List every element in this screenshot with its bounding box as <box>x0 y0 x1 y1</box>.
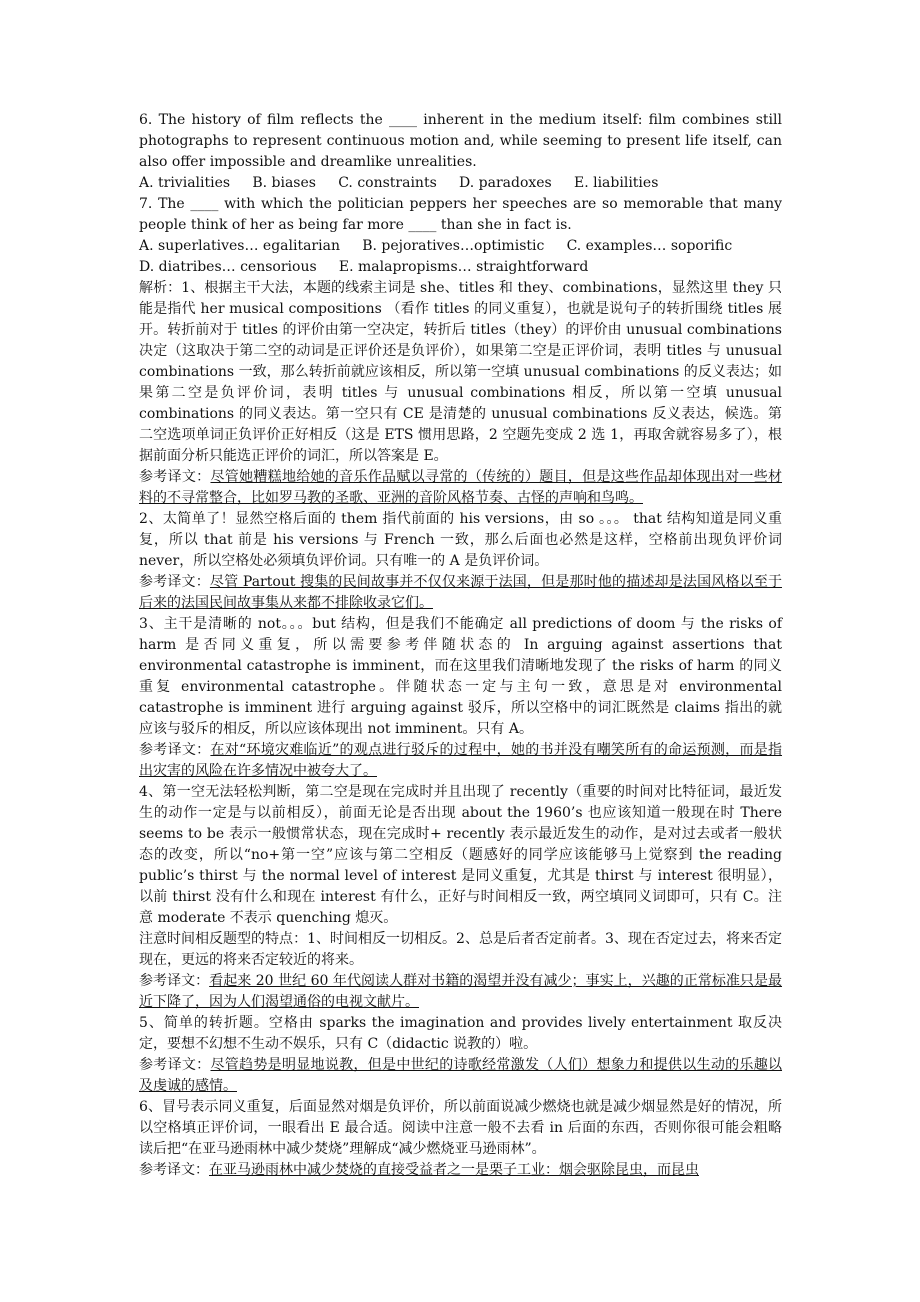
question-7-options-row-1: A. superlatives… egalitarian B. pejoratives…optimistic C. examples… soporific <box>139 238 733 254</box>
explanation-3-analysis: 3、主干是清晰的 not。。。but 结构，但是我们不能确定 all predictions of doom 与 the risks of harm 是否同义重复，所以需要参考伴随状态的 In arguing against assertions that environmental catastrophe is imminent，而在这里我们清晰地发现了 the risks of harm 的同义重复 environmental catastrophe。伴随状态一定与主句一致，意思是对 environmental catastrophe is imminent 进行 arguing against 驳斥，所以空格中的词汇既然是 claims 指出的就应该与驳斥的相反，所以应该体现出 not imminent。只有 A。 <box>139 616 782 737</box>
translation-text: 在对“环境灾难临近”的观点进行驳斥的过程中，她的书并没有嘲笑所有的命运预测，而是指出灾害的风险在许多情况中被夸大了。 <box>139 742 783 779</box>
translation-label: 参考译文： <box>139 742 211 758</box>
translation-text: 尽管 Partout 搜集的民间故事并不仅仅来源于法国，但是那时他的描述却是法国风格以至于后来的法国民间故事集从来都不排除收录它们。 <box>139 574 782 611</box>
explanation-4-note: 注意时间相反题型的特点：1、时间相反一切相反。2、总是后者否定前者。3、现在否定过去，将来否定现在，更远的将来否定较近的将来。 <box>139 931 782 968</box>
translation-text: 在亚马逊雨林中减少焚烧的直接受益者之一是栗子工业：烟会驱除昆虫，而昆虫 <box>209 1162 699 1178</box>
explanation-2-analysis: 2、太简单了！显然空格后面的 them 指代前面的 his versions，由 so 。。。 that 结构知道是同义重复，所以 that 前是 his versions 与 French 一致，那么后面也必然是这样，空格前出现负评价词 never，所以空格处必须填负评价词。只有唯一的 A 是负评价词。 <box>139 511 782 569</box>
translation-label: 参考译文： <box>139 1162 209 1178</box>
question-6-text: 6. The history of film reflects the ____ inherent in the medium itself: film combines still photographs to represent continuous motion and, while seeming to present life itself, can also offer impossible and dreamlike unrealities. <box>139 112 782 170</box>
document-page <box>139 110 782 1181</box>
translation-label: 参考译文： <box>139 469 211 485</box>
explanation-1-analysis: 解析：1、根据主干大法，本题的线索主词是 she、titles 和 they、combinations，显然这里 they 只能是指代 her musical compositions （看作 titles 的同义重复），也就是说句子的转折围绕 titles 展开。转折前对于 titles 的评价由第一空决定，转折后 titles（they）的评价由 unusual combinations 决定（这取决于第二空的动词是正评价还是负评价），如果第二空是正评价词，表明 titles 与 unusual combinations 一致，那么转折前就应该相反，所以第一空填 unusual combinations 的反义表达；如果第二空是负评价词，表明 titles 与 unusual combinations 相反，所以第一空填 unusual combinations 的同义表达。第一空只有 CE 是清楚的 unusual combinations 反义表达，候选。第二空选项单词正负评价正好相反（这是 ETS 惯用思路，2 空题先变成 2 选 1，再取舍就容易多了），根据前面分析只能选正评价的词汇，所以答案是 E。 <box>139 280 782 464</box>
explanation-4-translation <box>139 971 782 1013</box>
translation-label: 参考译文： <box>139 973 210 989</box>
translation-label: 参考译文： <box>139 574 210 590</box>
translation-text: 尽管趋势是明显地说教，但是中世纪的诗歌经常激发（人们）想象力和提供以生动的乐趣以及虔诚的感情。 <box>139 1057 783 1094</box>
explanation-5-translation <box>139 1055 782 1097</box>
question-7-options-row-2: D. diatribes… censorious E. malapropisms… straightforward <box>139 259 589 275</box>
translation-text: 看起来 20 世纪 60 年代阅读人群对书籍的渴望并没有减少；事实上，兴趣的正常标准只是最近下降了，因为人们渴望通俗的电视文献片。 <box>139 973 783 1010</box>
explanation-6-translation <box>139 1160 782 1181</box>
explanation-6-analysis: 6、冒号表示同义重复，后面显然对烟是负评价，所以前面说减少燃烧也就是减少烟显然是好的情况，所以空格填正评价词，一眼看出 E 最合适。阅读中注意一般不去看 in 后面的东西，否则你很可能会粗略读后把“在亚马逊雨林中减少焚烧”理解成“减少燃烧亚马逊雨林”。 <box>139 1099 782 1157</box>
explanation-3-translation <box>139 740 782 782</box>
explanation-2-translation <box>139 572 782 614</box>
translation-label: 参考译文： <box>139 1057 211 1073</box>
question-6-options: A. trivialities B. biases C. constraints D. paradoxes E. liabilities <box>139 175 659 191</box>
translation-text: 尽管她糟糕地给她的音乐作品赋以寻常的（传统的）题目，但是这些作品却体现出对一些材料的不寻常整合，比如罗马教的圣歌、亚洲的音阶风格节奏、古怪的声响和鸟鸣。 <box>139 469 783 506</box>
explanation-1-translation <box>139 467 782 509</box>
explanation-4-analysis: 4、第一空无法轻松判断，第二空是现在完成时并且出现了 recently（重要的时间对比特征词，最近发生的动作一定是与以前相反），前面无论是否出现 about the 1960’s 也应该知道一般现在时 There seems to be 表示一般惯常状态，现在完成时+ recently 表示最近发生的动作，是对过去或者一般状态的改变，所以“no+第一空”应该与第二空相反（题感好的同学应该能够马上觉察到 the reading public’s thirst 与 the normal level of interest 是同义重复，尤其是 thirst 与 interest 很明显），以前 thirst 没有什么和现在 interest 有什么，正好与时间相反一致，两空填同义词即可，只有 C。注意 moderate 不表示 quenching 熄灭。 <box>139 784 782 926</box>
explanation-5-analysis: 5、简单的转折题。空格由 sparks the imagination and provides lively entertainment 取反决定，要想不幻想不生动不娱乐，只有 C（didactic 说教的）啦。 <box>139 1015 782 1052</box>
question-7-text: 7. The ____ with which the politician peppers her speeches are so memorable that many people think of her as being far more ____ than she in fact is. <box>139 196 782 233</box>
